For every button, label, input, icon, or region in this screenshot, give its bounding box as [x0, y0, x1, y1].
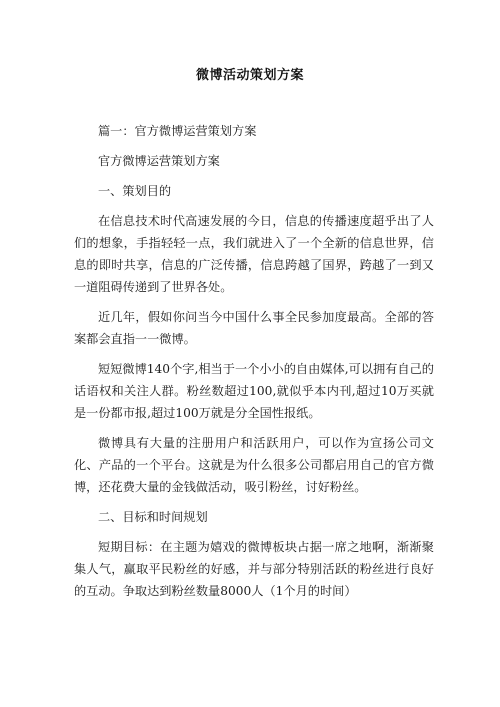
section-heading-goals: 二、目标和时间规划: [98, 510, 208, 524]
paragraph: 短期目标：在主题为嬉戏的微博板块占据一席之地啊，渐渐聚集人气，赢取平民粉丝的好感，并与部分特别活跃的粉丝进行良好的互动。争取达到粉丝数量8000人（1个月的时间）: [74, 540, 434, 598]
paragraph: 微博具有大量的注册用户和活跃用户，可以作为宣扬公司文化、产品的一个平台。这就是为什么很多公司都启用自己的官方微博，还花费大量的金钱做活动，吸引粉丝，讨好粉丝。: [74, 436, 434, 494]
paragraph: 近几年，假如你问当今中国什么事全民参加度最高。全部的答案都会直指一一微博。: [74, 310, 434, 346]
paragraph: 短短微博140个字,相当于一个小小的自由媒体,可以拥有自己的话语权和关注人群。粉丝数超过100,就似乎本内刊,超过10万买就是一份都市报,超过100万就是分全国性报纸。: [74, 362, 434, 420]
article-title: 官方微博运营策划方案: [98, 154, 220, 168]
paragraph: 在信息技术时代高速发展的今日，信息的传播速度超乎出了人们的想象，手指轻轻一点，我们就进入了一个全新的信息世界，信息的即时共享，信息的广泛传播，信息跨越了国界，跨越了一到又一道阻碍传递到了世界各处。: [74, 214, 434, 294]
document-title: 微博活动策划方案: [195, 68, 304, 83]
article-label: 篇一：官方微博运营策划方案: [98, 124, 257, 138]
section-heading-purpose: 一、策划目的: [98, 184, 172, 198]
document-body: [74, 120, 434, 610]
